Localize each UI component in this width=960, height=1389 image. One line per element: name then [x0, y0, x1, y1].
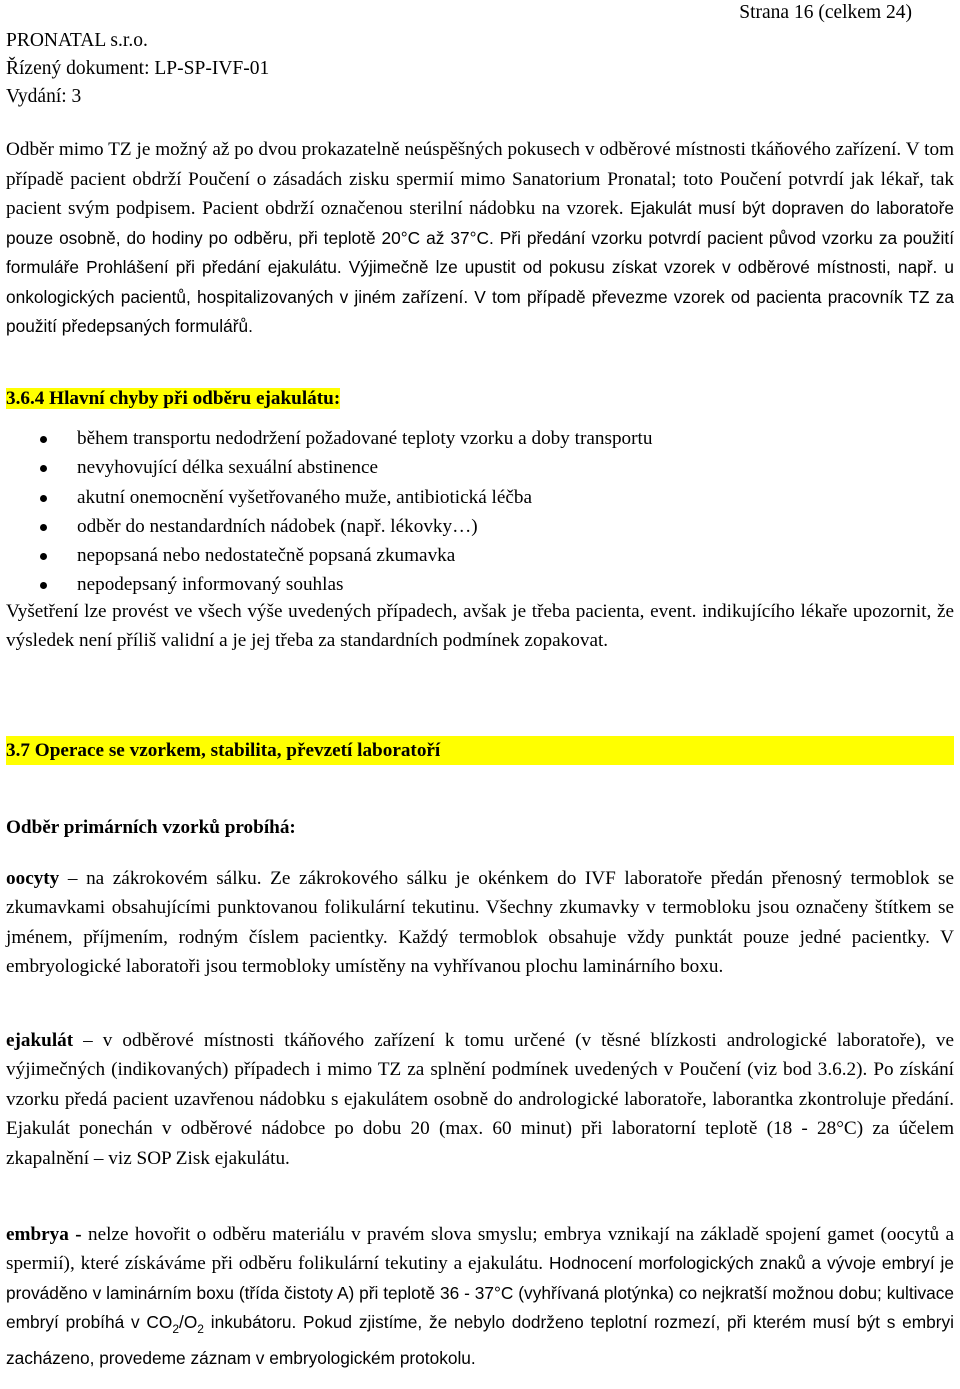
bullet-icon [40, 582, 47, 589]
section-3-6-4-closing: Vyšetření lze provést ve všech výše uvedených případech, avšak je třeba pacienta, event. indikujícího lékaře upozornit, že výsledek není příliš validní a je jej třeba za standardních podmínek zopakovat. [6, 601, 954, 651]
list-item: akutní onemocnění vyšetřovaného muže, antibiotická léčba [6, 483, 954, 512]
list-item: nepodepsaný informovaný souhlas [6, 570, 954, 599]
list-item: během transportu nedodržení požadované teploty vzorku a doby transportu [6, 424, 954, 453]
section-heading-3-6-4: 3.6.4 Hlavní chyby při odběru ejakulátu: [6, 388, 341, 409]
paragraph-embrya: embrya - nelze hovořit o odběru materiálu v pravém slova smyslu; embrya vznikají na základě spojení gamet (oocytů a spermií), které získáváme při odběru folikulární tekutiny a ejakulátu. Hodnocení morfologických znaků a vývoje embryí je prováděno v laminárním boxu (třída čistoty A) při teplotě 36 - 37°C (vyhřívaná plotýnka) co nejkratší možnou dobu; kultivace embryí probíhá v $CO_2/O_2$ inkubátoru. Pokud zjistíme, že nebylo dodrženo teplotní rozmezí, při kterém musí být s embryi zacházeno, provedeme záznam v embryologickém protokolu. [6, 1224, 955, 1369]
bullet-icon [40, 524, 47, 531]
paragraph-oocyty: oocyty – na zákrokovém sálku. Ze zákrokového sálku je okénkem do IVF laboratoře předán přenosný termoblok se zkumavkami obsahujícími punktovanou folikulární tekutinu. Všechny zkumavky v termobloku jsou označeny štítkem se jménem, příjmením, rodným číslem pacientky. Každý termoblok obsahuje vždy punktát pouze jedné pacientky. V embryologické laboratoři jsou termobloky umístěny na vyhřívanou plochu laminárního boxu. [6, 868, 954, 978]
term-ejakulat: ejakulát [6, 1030, 74, 1051]
intro-sentence-2: Ejakulát musí být dopraven do laboratoře pouze osobně, do hodiny po odběru, při teplotě 20°C až 37°C. [6, 198, 955, 248]
section-heading-3-7: 3.7 Operace se vzorkem, stabilita, převzetí laboratoří [6, 736, 954, 765]
bullet-icon [40, 553, 47, 560]
intro-sentence-3: Při předání vzorku potvrdí pacient původ vzorku za použití formuláře Prohlášení při předání ejakulátu. [6, 227, 955, 277]
intro-paragraph [6, 135, 954, 342]
error-list [6, 424, 954, 600]
company-name: PRONATAL s.r.o. [6, 30, 148, 51]
paragraph-ejakulat: ejakulát – v odběrové místnosti tkáňového zařízení k tomu určené (v těsné blízkosti andrologické laboratoře), ve výjimečných (indikovaných) případech i mimo TZ za splnění podmínek uvedených v Poučení (viz bod 3.6.2). Po získání vzorku předá pacient uzavřenou nádobku s ejakulátem osobně do andrologické laboratoře, laborantka zkontroluje předání. Ejakulát ponechán v odběrové nádobce po dobu 20 (max. 60 minut) při laboratorní teplotě (18 - 28°C) za účelem zkapalnění – viz SOP Zisk ejakulátu. [6, 1030, 954, 1169]
subheading-primary-samples: Odběr primárních vzorků probíhá: [6, 817, 296, 838]
list-item: odběr do nestandardních nádobek (např. lékovky…) [6, 512, 954, 541]
list-item: nepopsaná nebo nedostatečně popsaná zkumavka [6, 541, 954, 570]
intro-sentence-1: Odběr mimo TZ je možný až po dvou prokazatelně neúspěšných pokusech v odběrové místnosti tkáňového zařízení. V tom případě pacient obdrží Poučení o zásadách zisku spermií mimo Sanatorium Pronatal; toto Poučení potvrdí jak lékař, tak pacient svým podpisem. Pacient obdrží označenou sterilní nádobku na vzorek. [6, 139, 954, 219]
bullet-icon [40, 465, 47, 472]
list-item: nevyhovující délka sexuální abstinence [6, 453, 954, 482]
bullet-icon [40, 436, 47, 443]
intro-sentence-4: Výjimečně lze upustit od pokusu získat vzorek v odběrové místnosti, např. u onkologických pacientů, hospitalizovaných v jiném zařízení. V tom případě převezme vzorek od pacienta pracovník TZ za použití předepsaných formulářů. [6, 257, 954, 336]
term-embrya: embrya - [6, 1224, 82, 1245]
document-id: Řízený dokument: LP-SP-IVF-01 [6, 58, 270, 79]
term-oocyty: oocyty [6, 868, 60, 889]
bullet-icon [40, 495, 47, 502]
edition: Vydání: 3 [6, 86, 82, 107]
page-counter: Strana 16 (celkem 24) [739, 2, 912, 23]
